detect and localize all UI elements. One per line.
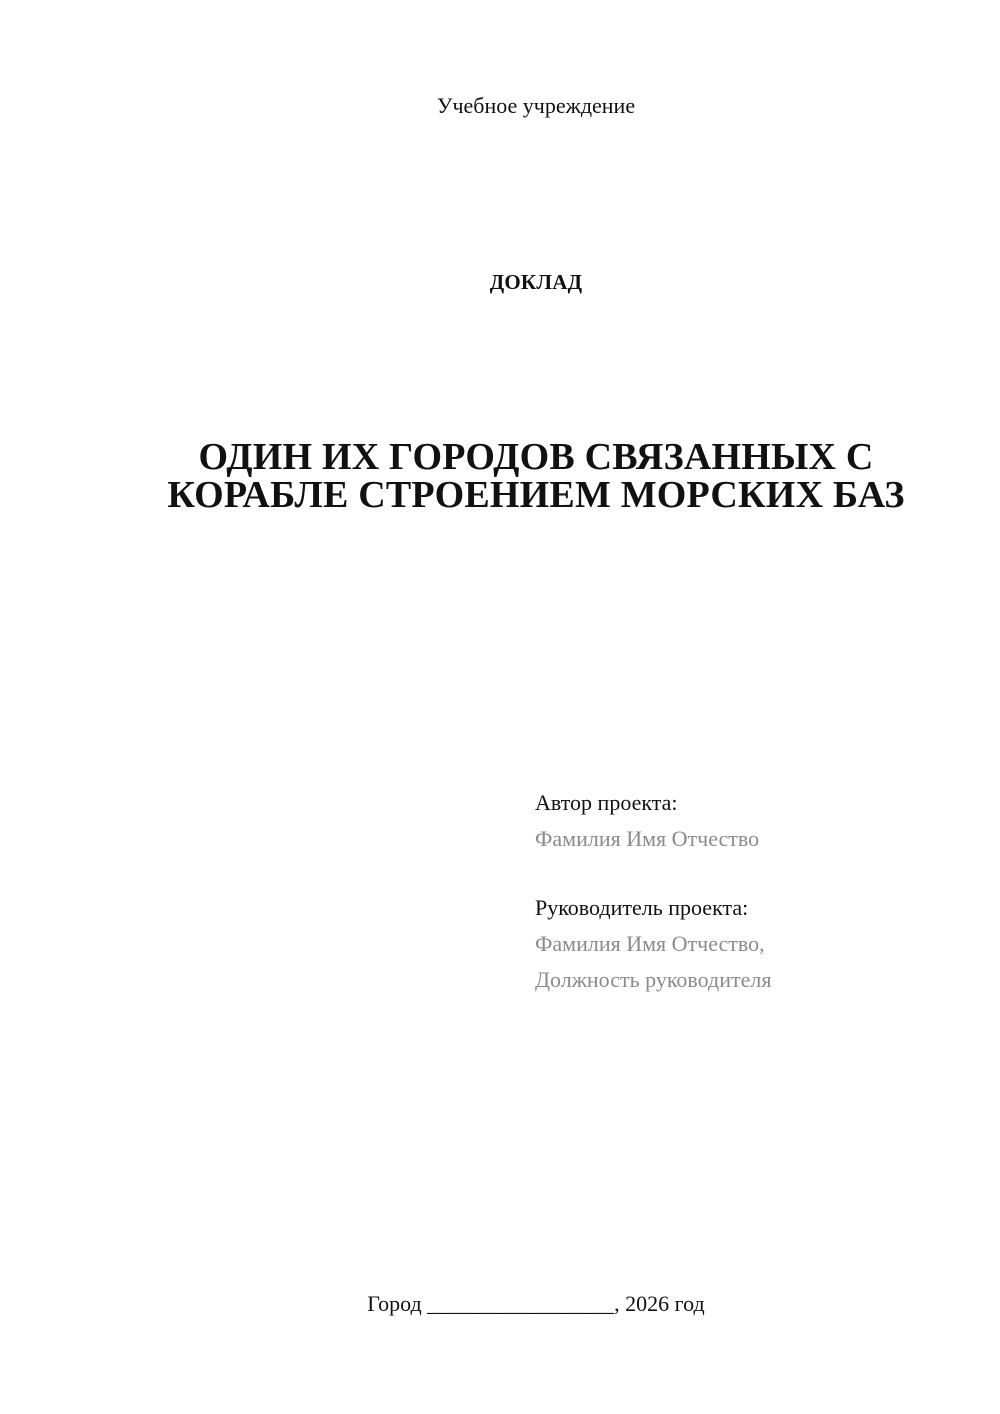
supervisor-position: Должность руководителя xyxy=(535,967,772,992)
author-name: Фамилия Имя Отчество xyxy=(535,826,760,851)
document-title-line-1: ОДИН ИХ ГОРОДОВ СВЯЗАННЫХ С xyxy=(198,436,874,478)
city-year-footer: Город _________________, 2026 год xyxy=(367,1291,705,1316)
document-title xyxy=(140,438,932,514)
author-block xyxy=(535,785,975,857)
author-label: Автор проекта: xyxy=(535,790,678,815)
supervisor-name: Фамилия Имя Отчество, xyxy=(535,931,765,956)
institution-name: Учебное учреждение xyxy=(436,93,636,118)
document-type: ДОКЛАД xyxy=(489,270,583,294)
supervisor-block xyxy=(535,890,975,998)
document-title-line-2: КОРАБЛЕ СТРОЕНИЕМ МОРСКИХ БАЗ xyxy=(167,474,905,516)
supervisor-label: Руководитель проекта: xyxy=(535,895,749,920)
